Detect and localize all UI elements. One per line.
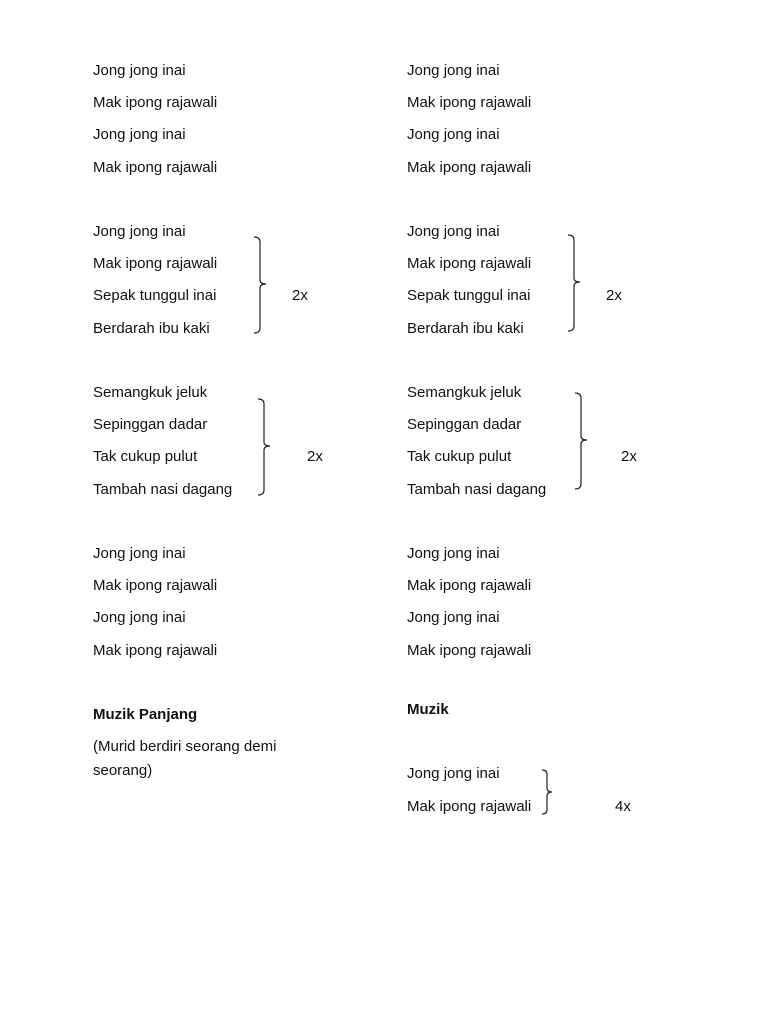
brace-icon — [252, 236, 272, 334]
lyric-line: Tak cukup pulut — [407, 448, 512, 465]
lyric-line: Jong jong inai — [407, 223, 500, 240]
repeat-marker: 2x — [307, 448, 323, 465]
lyric-line: Jong jong inai — [407, 545, 500, 562]
lyric-line: Berdarah ibu kaki — [93, 320, 210, 337]
lyric-line: Mak ipong rajawali — [407, 159, 532, 176]
lyric-line: Semangkuk jeluk — [93, 384, 208, 401]
lyric-line: Mak ipong rajawali — [407, 577, 532, 594]
lyric-line: Sepinggan dadar — [407, 416, 522, 433]
lyric-line: Semangkuk jeluk — [407, 384, 522, 401]
repeat-marker: 4x — [615, 798, 631, 815]
lyric-line: Mak ipong rajawali — [93, 255, 218, 272]
lyric-line: Berdarah ibu kaki — [407, 320, 524, 337]
lyric-line: Jong jong inai — [93, 609, 186, 626]
brace-icon — [566, 234, 586, 332]
lyric-line: Jong jong inai — [93, 62, 186, 79]
repeat-marker: 2x — [292, 287, 308, 304]
brace-icon — [573, 392, 593, 490]
lyric-line: Jong jong inai — [407, 62, 500, 79]
repeat-marker: 2x — [606, 287, 622, 304]
lyric-line: Mak ipong rajawali — [407, 798, 532, 815]
lyric-line: Tak cukup pulut — [93, 448, 198, 465]
lyric-line: Mak ipong rajawali — [407, 94, 532, 111]
stage-note: seorang) — [93, 762, 153, 779]
lyric-line: Sepak tunggul inai — [93, 287, 217, 304]
section-heading: Muzik — [407, 701, 449, 718]
lyric-line: Jong jong inai — [407, 609, 500, 626]
lyric-line: Mak ipong rajawali — [407, 642, 532, 659]
brace-icon — [256, 398, 276, 496]
lyric-line: Tambah nasi dagang — [407, 481, 547, 498]
lyric-line: Jong jong inai — [93, 223, 186, 240]
lyric-line: Tambah nasi dagang — [93, 481, 233, 498]
lyric-line: Jong jong inai — [407, 126, 500, 143]
lyric-line: Mak ipong rajawali — [93, 94, 218, 111]
lyric-line: Jong jong inai — [93, 545, 186, 562]
lyric-line: Sepak tunggul inai — [407, 287, 531, 304]
lyric-line: Mak ipong rajawali — [407, 255, 532, 272]
stage-note: (Murid berdiri seorang demi — [93, 738, 277, 755]
lyric-line: Mak ipong rajawali — [93, 159, 218, 176]
lyric-line: Mak ipong rajawali — [93, 642, 218, 659]
lyric-line: Jong jong inai — [407, 765, 500, 782]
lyric-line: Sepinggan dadar — [93, 416, 208, 433]
section-heading: Muzik Panjang — [93, 706, 198, 723]
lyric-line: Mak ipong rajawali — [93, 577, 218, 594]
brace-icon — [540, 769, 560, 815]
repeat-marker: 2x — [621, 448, 637, 465]
lyric-line: Jong jong inai — [93, 126, 186, 143]
